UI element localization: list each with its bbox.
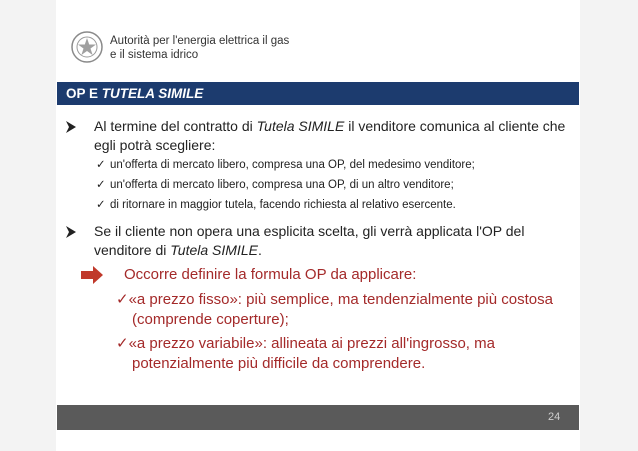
organization-name	[110, 34, 289, 62]
check-icon: ✓	[116, 291, 129, 308]
sub-item-1-text: un'offerta di mercato libero, compresa una OP, del medesimo venditore;	[110, 159, 475, 171]
arrowhead-bullet-icon	[66, 226, 76, 238]
sub-item-3-text: di ritornare in maggior tutela, facendo richiesta al relativo esercente.	[110, 199, 456, 211]
bullet-1-pre: Al termine del contratto di	[94, 118, 257, 134]
check-icon: ✓	[96, 159, 106, 171]
republic-emblem-icon	[70, 30, 104, 64]
highlight-item-2-text: «a prezzo variabile»: allineata ai prezzi all'ingrosso, ma potenzialmente più difficile da comprendere.	[128, 335, 495, 372]
check-icon: ✓	[96, 179, 106, 191]
highlight-item-2	[116, 334, 576, 374]
highlight-heading: Occorre definire la formula OP da applicare:	[124, 266, 417, 283]
title-part-1: OP E	[66, 86, 102, 101]
title-part-2: TUTELA SIMILE	[101, 86, 204, 101]
check-icon: ✓	[116, 335, 129, 352]
sub-item-3	[96, 198, 456, 212]
slide-title	[66, 86, 203, 101]
organization-line-2: e il sistema idrico	[110, 49, 199, 61]
sub-item-2	[96, 178, 454, 192]
bullet-2-post: .	[257, 242, 262, 258]
bullet-2-pre: Se il cliente non opera una esplicita scelta, gli verrà applicata l'OP del venditore di	[94, 223, 525, 258]
organization-line-1: Autorità per l'energia elettrica il gas	[110, 35, 290, 47]
bullet-1-em: Tutela SIMILE	[256, 118, 345, 134]
sub-item-2-text: un'offerta di mercato libero, compresa una OP, di un altro venditore;	[110, 179, 454, 191]
highlight-item-1-text: «a prezzo fisso»: più semplice, ma tendenzialmente più costosa (comprende coperture);	[128, 291, 553, 328]
bullet-1-post: il venditore comunica al cliente che egli potrà scegliere:	[94, 118, 566, 153]
check-icon: ✓	[96, 199, 106, 211]
right-arrow-icon	[81, 266, 103, 284]
footer-bar	[57, 405, 579, 430]
bullet-2-em: Tutela SIMILE	[170, 242, 258, 258]
arrowhead-bullet-icon	[66, 121, 76, 133]
left-margin	[0, 0, 56, 451]
right-margin	[580, 0, 638, 451]
page-number: 24	[548, 411, 561, 423]
sub-item-1	[96, 158, 475, 172]
highlight-list	[116, 290, 576, 374]
bullet-1-text	[94, 117, 574, 155]
highlight-item-1	[116, 290, 576, 330]
bullet-2-text	[94, 222, 574, 260]
